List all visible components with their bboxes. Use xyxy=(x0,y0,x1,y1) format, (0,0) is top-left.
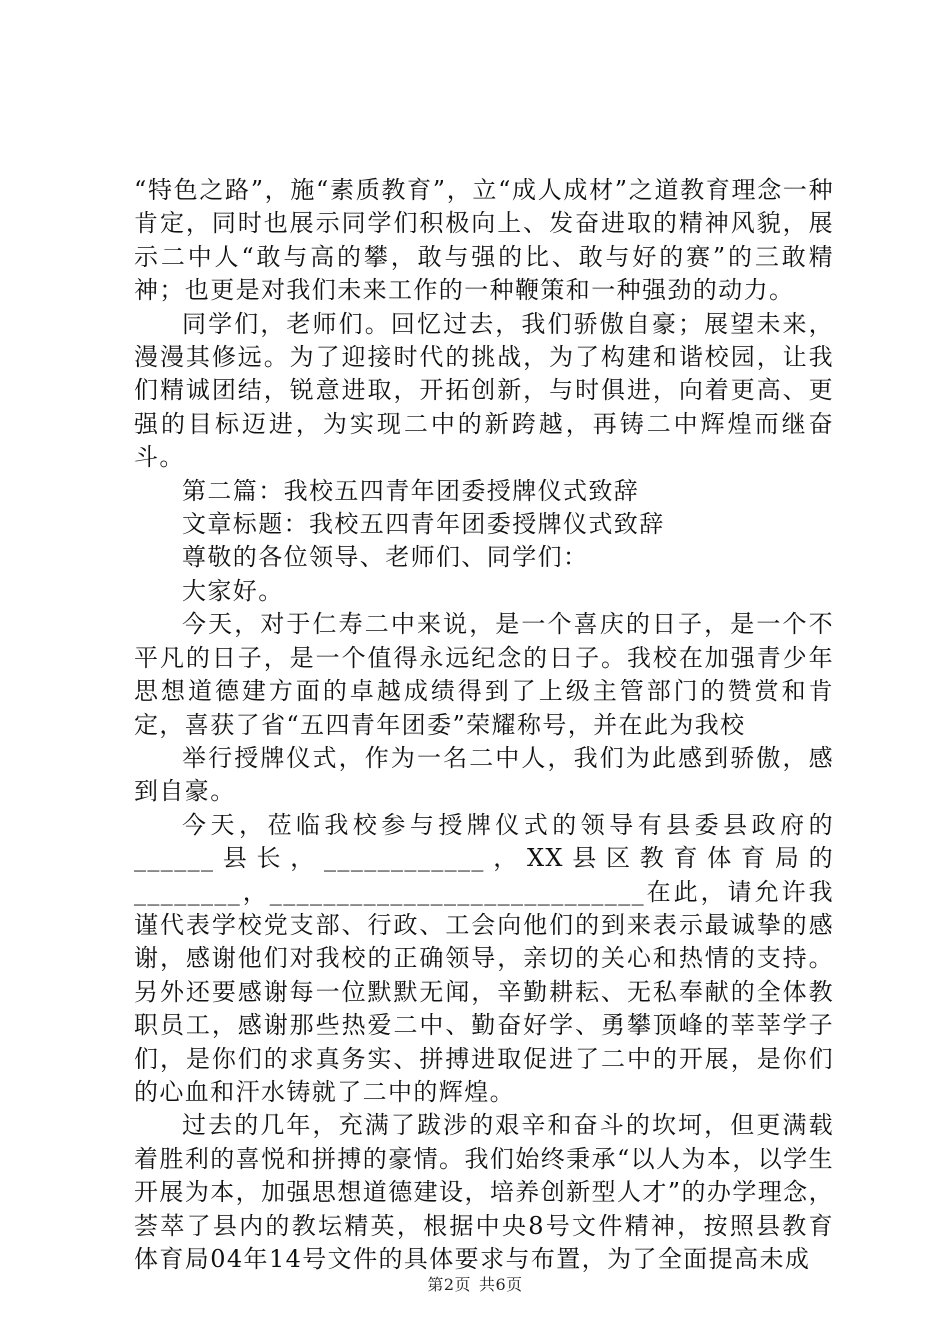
page-total: 共6页 xyxy=(479,1275,523,1294)
paragraph-9: 今天，莅临我校参与授牌仪式的领导有县委县政府的______县长，____________，XX县区教育体育局的________，____________________________在此，请允许我谨代表学校党支部、行政、工会向他们的到来表示最诚挚的感谢，感谢他们对我校的正确领导，亲切的关心和热情的支持。另外还要感谢每一位默默无闻，辛勤耕耘、无私奉献的全体教职员工，感谢那些热爱二中、勤奋好学、勇攀顶峰的莘莘学子们，是你们的求真务实、拼搏进取促进了二中的开展，是你们的心血和汗水铸就了二中的辉煌。 xyxy=(134,810,834,1106)
paragraph-10: 过去的几年，充满了跋涉的艰辛和奋斗的坎坷，但更满载着胜利的喜悦和拼搏的豪情。我们始终秉承“以人为本，以学生开展为本，加强思想道德建设，培养创新型人才”的办学理念，荟萃了县内的教坛精英，根据中央8号文件精神，按照县教育体育局04年14号文件的具体要求与布置，为了全面提高未成 xyxy=(134,1111,834,1273)
page-number: 第2页 xyxy=(427,1275,471,1294)
page-footer xyxy=(0,1272,950,1295)
salutation: 尊敬的各位领导、老师们、同学们： xyxy=(182,543,589,572)
article-title-line: 文章标题：我校五四青年团委授牌仪式致辞 xyxy=(182,510,665,539)
paragraph-8: 举行授牌仪式，作为一名二中人，我们为此感到骄傲，感到自豪。 xyxy=(134,743,834,806)
document-body xyxy=(134,174,834,1276)
greeting: 大家好。 xyxy=(182,576,284,605)
paragraph-2: 同学们，老师们。回忆过去，我们骄傲自豪；展望未来，漫漫其修远。为了迎接时代的挑战，为了构建和谐校园，让我们精诚团结，锐意进取，开拓创新，与时俱进，向着更高、更强的目标迈进，为实现二中的新跨越，再铸二中辉煌而继奋斗。 xyxy=(134,309,834,472)
paragraph-7: 今天，对于仁寿二中来说，是一个喜庆的日子，是一个不平凡的日子，是一个值得永远纪念的日子。我校在加强青少年思想道德建方面的卓越成绩得到了上级主管部门的赞赏和肯定，喜获了省“五四青年团委”荣耀称号，并在此为我校 xyxy=(134,610,834,739)
paragraph-1: “特色之路”，施“素质教育”，立“成人成材”之道教育理念一种肯定，同时也展示同学们积极向上、发奋进取的精神风貌，展示二中人“敢与高的攀，敢与强的比、敢与好的赛”的三敢精神；也更是对我们未来工作的一种鞭策和一种强劲的动力。 xyxy=(134,176,834,305)
section-title-line: 第二篇：我校五四青年团委授牌仪式致辞 xyxy=(182,476,640,505)
